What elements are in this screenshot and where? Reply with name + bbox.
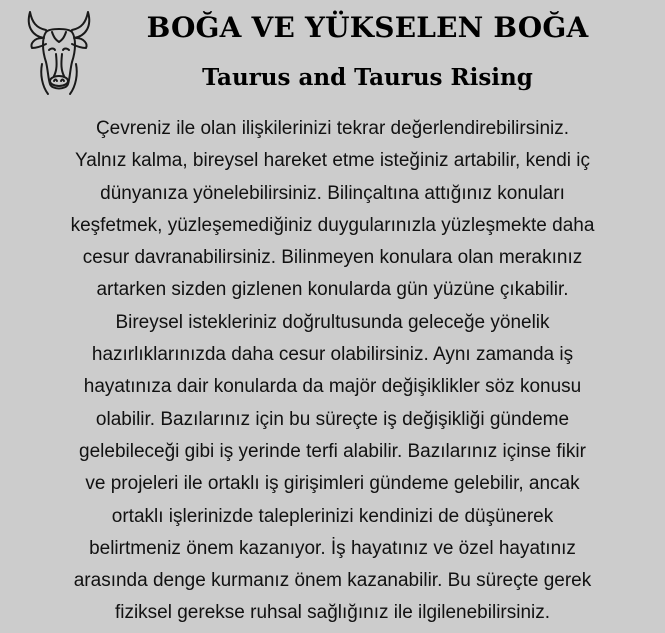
body-line: belirtmeniz önem kazanıyor. İş hayatınız ve özel hayatınız bbox=[89, 537, 576, 559]
body-line: arasında denge kurmanız önem kazanabilir. Bu süreçte gerek bbox=[73, 570, 592, 592]
body-line: ve projeleri ile ortaklı iş girişimleri gündeme gelebilir, ancak bbox=[85, 473, 580, 495]
body-line: Yalnız kalma, bireysel hareket etme isteğiniz artabilir, kendi iç bbox=[75, 150, 590, 172]
body-line: hayatınıza dair konularda da majör değişiklikler söz konusu bbox=[83, 376, 582, 398]
body-text bbox=[4, 113, 661, 630]
body-line: Bireysel istekleriniz doğrultusunda geleceğe yönelik bbox=[115, 311, 550, 333]
body-line: olabilir. Bazılarınız için bu süreçte iş değişikliği gündeme bbox=[95, 408, 570, 430]
body-line: keşfetmek, yüzleşemediğiniz duygularınızla yüzleşmekte daha bbox=[70, 214, 595, 236]
body-line: hazırlıklarınızda daha cesur olabilirsiniz. Aynı zamanda iş bbox=[91, 344, 574, 366]
page-title: BOĞA VE YÜKSELEN BOĞA bbox=[146, 11, 589, 44]
body-line: Çevreniz ile olan ilişkilerinizi tekrar değerlendirebilirsiniz. bbox=[95, 118, 570, 139]
body-line: cesur davranabilirsiniz. Bilinmeyen konulara olan merakınız bbox=[82, 247, 583, 269]
bull-head-icon bbox=[20, 8, 98, 98]
page-subtitle: Taurus and Taurus Rising bbox=[202, 64, 533, 91]
body-line: ortaklı işlerinizde taleplerinizi kendinizi de düşünerek bbox=[111, 505, 554, 527]
body-line: fiziksel gerekse ruhsal sağlığınız ile ilgilenebilirsiniz. bbox=[114, 602, 551, 624]
body-line: dünyanıza yönelebilirsiniz. Bilinçaltına attığınız konuları bbox=[100, 182, 565, 204]
body-line: artarken sizden gizlenen konularda gün yüzüne çıkabilir. bbox=[96, 279, 569, 301]
body-line: gelebileceği gibi iş yerinde terfi alabilir. Bazılarınız içinse fikir bbox=[79, 440, 586, 462]
